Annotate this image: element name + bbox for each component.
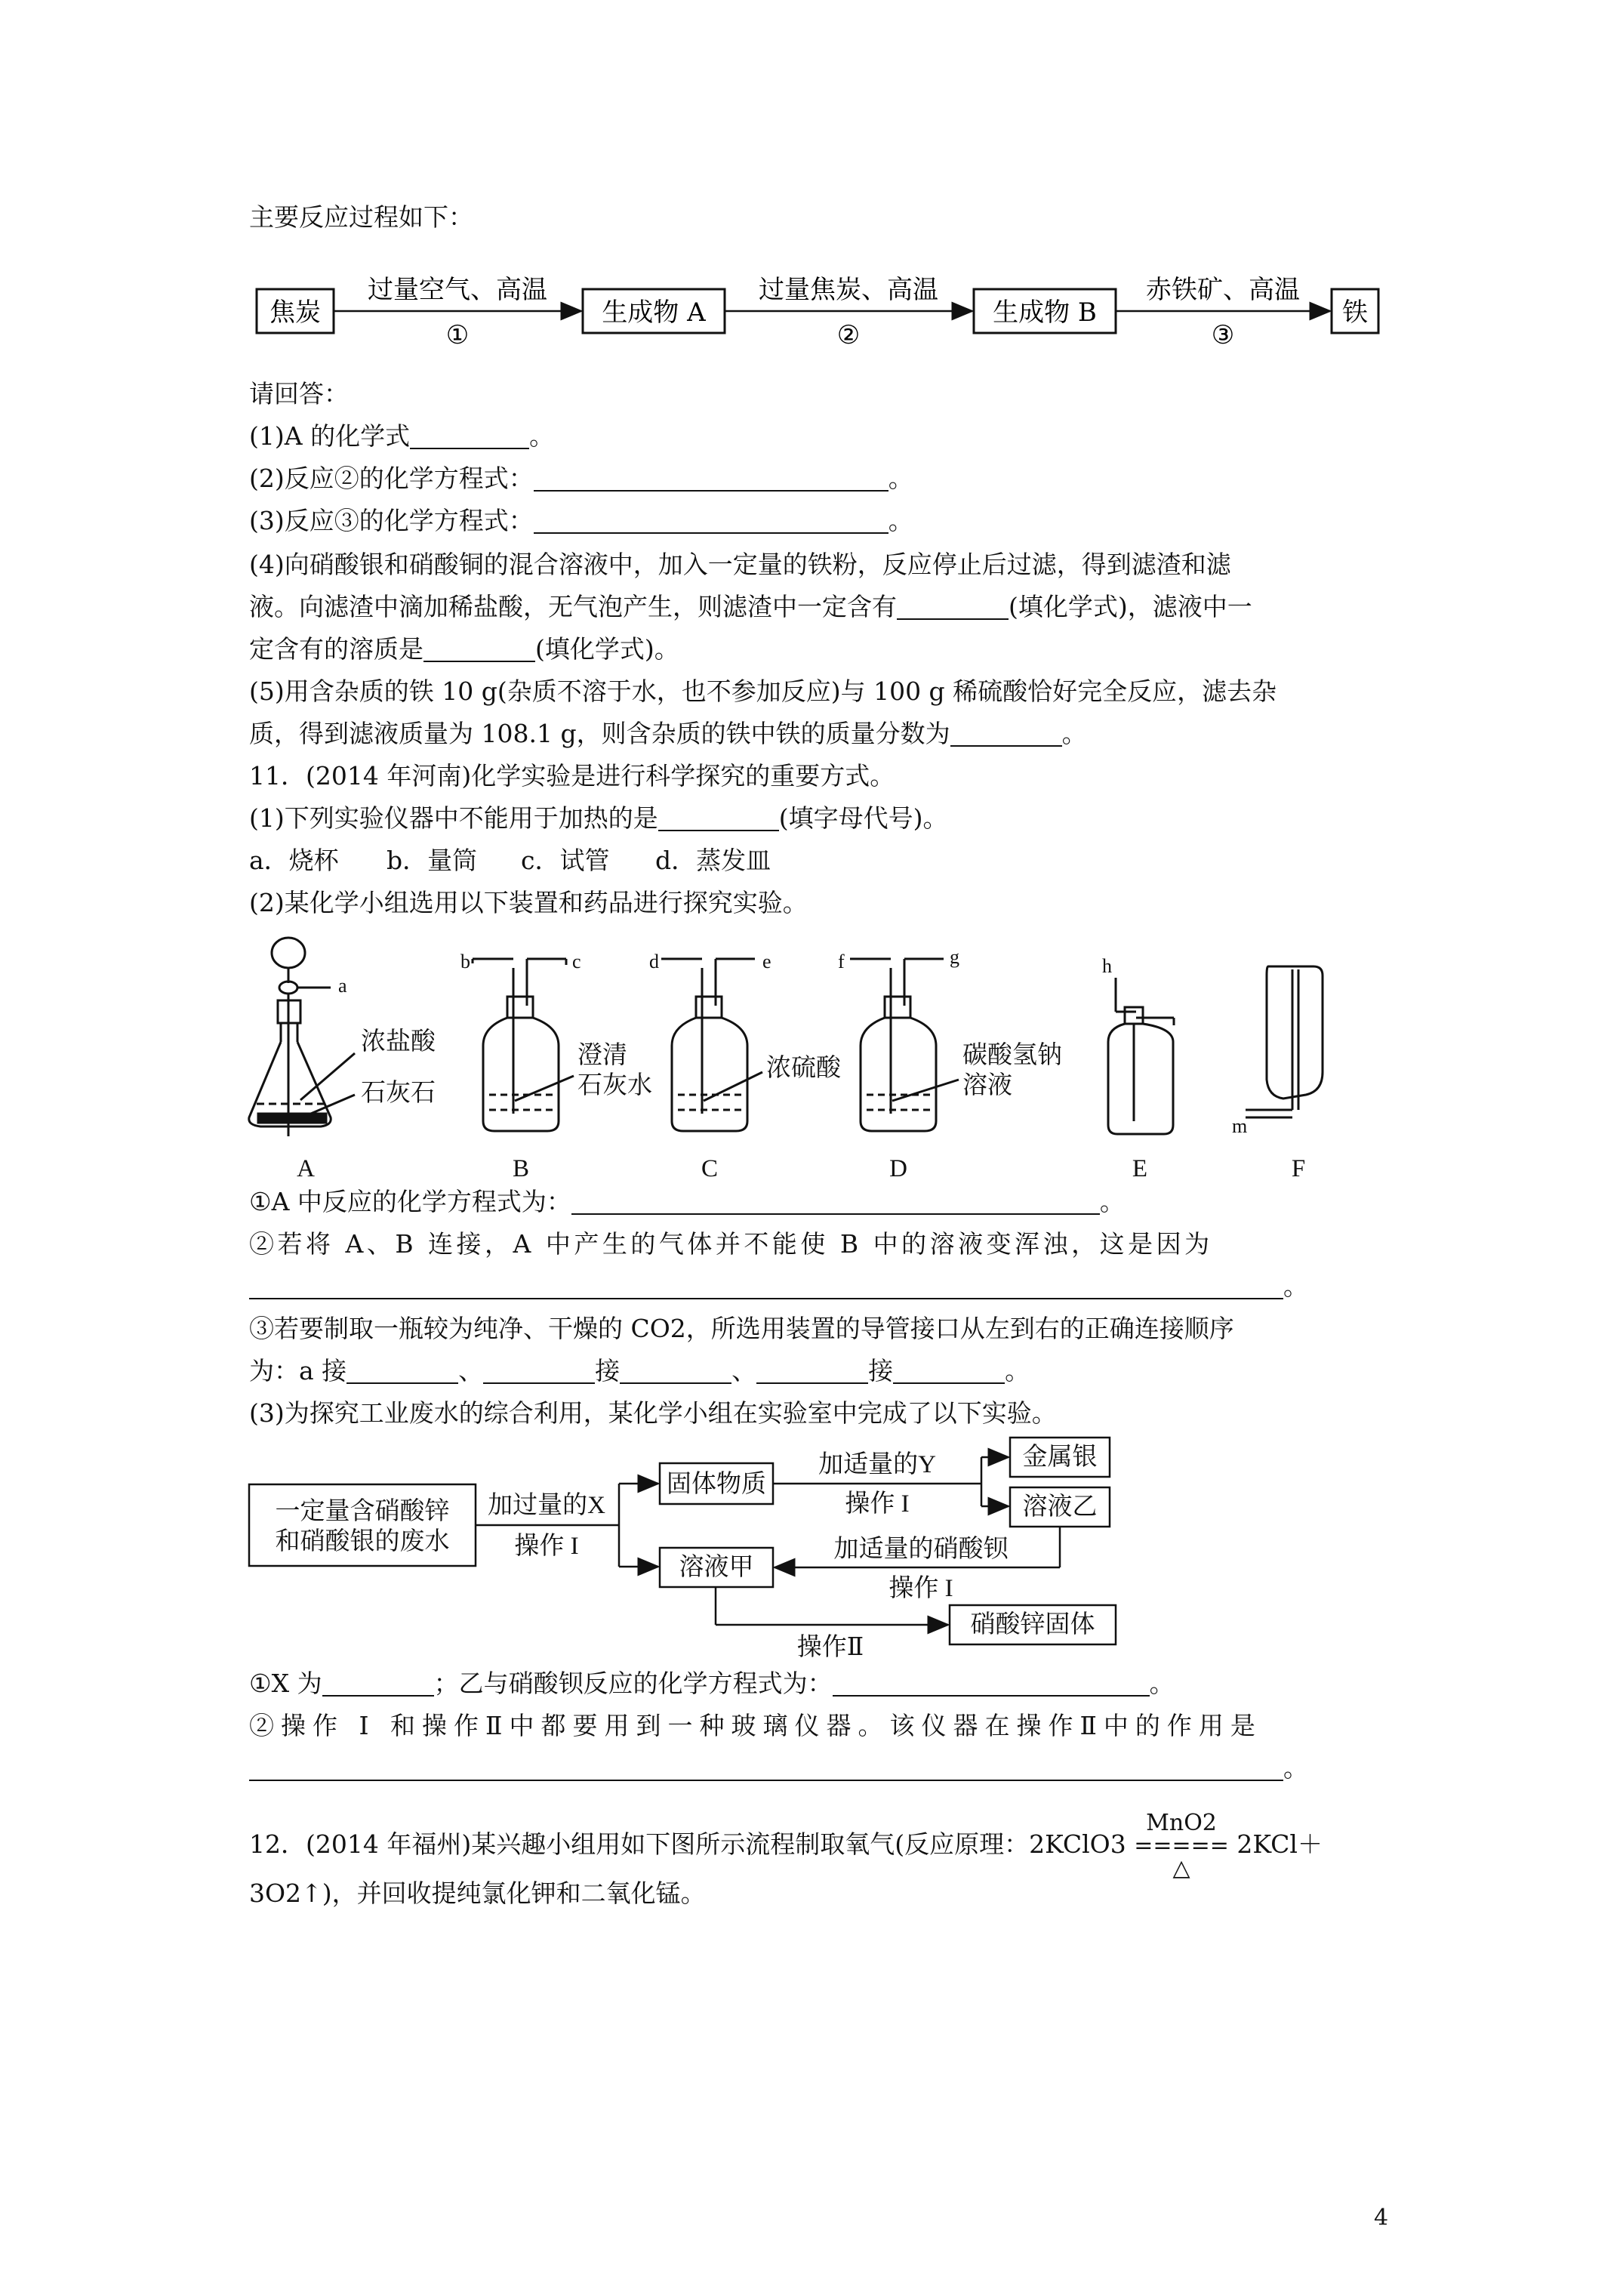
flow2-add-ba: 加适量的硝酸钡 [833, 1536, 1009, 1563]
problem-11-r1: ①X 为 ；乙与硝酸钡反应的化学方程式为： 。 [249, 1669, 1175, 1698]
apparatus-label-e: E [1132, 1155, 1148, 1182]
problem-11-s1-text: ①A 中反应的化学方程式为： [249, 1187, 571, 1216]
port-b: b [460, 951, 470, 972]
flow-box-product-b-label: 生成物 B [993, 297, 1097, 328]
answer-blank[interactable] [658, 804, 779, 831]
option-b: b．量筒 [387, 846, 478, 875]
flow-arrow-2-num: ② [836, 320, 861, 350]
flow-arrow-1-cond: 过量空气、高温 [368, 275, 547, 305]
flow-arrow-3-cond: 赤铁矿、高温 [1146, 275, 1300, 305]
flow2-solution-b: 溶液乙 [1022, 1493, 1098, 1521]
port-f: f [838, 951, 845, 972]
port-d: d [649, 951, 659, 972]
problem-11-q2: (2)某化学小组选用以下装置和药品进行探究实验。 [249, 888, 808, 917]
problem-11-q1-suffix: (填字母代号)。 [778, 803, 948, 833]
port-m: m [1232, 1115, 1248, 1137]
flow-arrow-2-cond: 过量焦炭、高温 [759, 275, 938, 305]
flow2-start-2: 和硝酸银的废水 [275, 1528, 450, 1555]
label-limestone: 石灰石 [361, 1080, 436, 1107]
reaction-condition [1134, 1812, 1229, 1880]
problem-11-s2-answer: 。 [249, 1270, 1308, 1303]
flow2-solid: 固体物质 [667, 1471, 766, 1498]
flow2-start-1: 一定量含硝酸锌 [275, 1498, 450, 1525]
label-limewater-2: 石灰水 [577, 1072, 652, 1099]
flow2-op1-c: 操作 I [888, 1575, 953, 1602]
connect-text-4: 、 [731, 1356, 757, 1385]
option-c: c．试管 [521, 846, 610, 875]
iron-smelting-flow [249, 260, 1381, 359]
problem-11-r1-text-b: ；乙与硝酸钡反应的化学方程式为： [433, 1669, 833, 1698]
heat-symbol: △ [1172, 1855, 1190, 1881]
port-e: e [762, 951, 771, 972]
answer-blank[interactable] [483, 1357, 595, 1384]
problem-11-q3: (3)为探究工业废水的综合利用，某化学小组在实验室中完成了以下实验。 [249, 1398, 1057, 1428]
label-limewater-1: 澄清 [577, 1042, 627, 1069]
option-a: a．烧杯 [249, 846, 339, 875]
answer-blank[interactable] [534, 507, 888, 534]
question-2: (2)反应②的化学方程式： 。 [249, 464, 913, 493]
question-4-text-c: 定含有的溶质是 [249, 634, 423, 664]
question-3-text: (3)反应③的化学方程式： [249, 506, 534, 535]
waste-water-flow [242, 1435, 1147, 1661]
port-h: h [1102, 955, 1112, 977]
problem-11-q1 [249, 802, 948, 835]
problem-11-r2: ②操作 I 和操作Ⅱ中都要用到一种玻璃仪器。该仪器在操作Ⅱ中的作用是 [249, 1711, 1262, 1740]
answer-blank[interactable] [571, 1188, 1100, 1215]
flow-arrow-1-num: ① [445, 320, 470, 350]
answer-blank[interactable] [249, 1272, 1283, 1299]
problem-12-text-b: 2KCl＋ [1236, 1829, 1323, 1859]
answer-blank[interactable] [322, 1669, 434, 1697]
problem-11-s2: ②若将 A、B 连接，A 中产生的气体并不能使 B 中的溶液变浑浊，这是因为 [249, 1229, 1213, 1259]
catalyst-label: MnO2 [1146, 1810, 1217, 1836]
problem-11-title: 11．(2014 年河南)化学实验是进行科学探究的重要方式。 [249, 761, 895, 791]
question-5-text: 质，得到滤液质量为 108.1 g，则含杂质的铁中铁的质量分数为 [249, 719, 950, 748]
please-answer: 请回答： [249, 379, 349, 408]
flow2-silver: 金属银 [1022, 1444, 1098, 1471]
flow2-add-y: 加适量的Y [818, 1451, 936, 1478]
flow2-op1-b: 操作 I [845, 1490, 910, 1518]
page-number: 4 [1374, 2205, 1389, 2231]
question-4-line-2 [249, 590, 1252, 624]
apparatus-figure [242, 936, 1344, 1185]
flow2-op1-a: 操作 I [514, 1533, 579, 1560]
port-a: a [338, 975, 347, 997]
answer-blank[interactable] [950, 720, 1062, 747]
apparatus-label-d: D [889, 1155, 907, 1182]
answer-blank[interactable] [756, 1357, 868, 1384]
connect-text-1: 为：a 接 [249, 1356, 347, 1385]
label-conc-hcl: 浓盐酸 [361, 1028, 436, 1056]
apparatus-label-c: C [701, 1155, 719, 1182]
problem-11-s3-line-2 [249, 1354, 1030, 1388]
question-2-text: (2)反应②的化学方程式： [249, 464, 534, 493]
question-4-text-d: (填化学式)。 [535, 634, 679, 664]
question-3: (3)反应③的化学方程式： 。 [249, 506, 913, 535]
question-4-text-b: (填化学式)，滤液中一 [1009, 592, 1252, 621]
flow-box-product-a-label: 生成物 A [602, 297, 706, 328]
question-5-line-2: 质，得到滤液质量为 108.1 g，则含杂质的铁中铁的质量分数为 。 [249, 719, 1087, 748]
question-4-text-a: 液。向滤渣中滴加稀盐酸，无气泡产生，则滤渣中一定含有 [249, 592, 897, 621]
answer-blank[interactable] [534, 464, 888, 492]
problem-11-s3-line-1: ③若要制取一瓶较为纯净、干燥的 CO2，所选用装置的导管接口从左到右的正确连接顺序 [249, 1314, 1234, 1343]
answer-blank[interactable] [897, 593, 1009, 620]
question-1: (1)A 的化学式 。 [249, 421, 555, 451]
flow2-zinc: 硝酸锌固体 [970, 1611, 1095, 1638]
flow-arrow-3-num: ③ [1211, 320, 1235, 350]
port-c: c [572, 951, 581, 972]
problem-12-text-a: 12．(2014 年福州)某兴趣小组用如下图所示流程制取氧气(反应原理：2KClO3 [249, 1829, 1126, 1859]
question-1-text: (1)A 的化学式 [249, 421, 411, 451]
answer-blank[interactable] [249, 1754, 1283, 1781]
question-4-line-3 [249, 633, 679, 666]
answer-blank[interactable] [423, 635, 535, 662]
port-g: g [950, 946, 959, 968]
apparatus-label-a: A [297, 1155, 315, 1182]
answer-blank[interactable] [346, 1357, 458, 1384]
answer-blank[interactable] [833, 1669, 1150, 1697]
connect-text-3: 接 [595, 1356, 621, 1385]
flow2-add-x: 加过量的X [488, 1492, 605, 1519]
flow-box-iron-label: 铁 [1342, 297, 1368, 328]
problem-11-r2-answer: 。 [249, 1752, 1308, 1785]
problem-11-s1: ①A 中反应的化学方程式为： 。 [249, 1187, 1125, 1216]
problem-11-options [249, 844, 771, 877]
equals-sign: ===== [1134, 1832, 1229, 1859]
problem-11-q1-text: (1)下列实验仪器中不能用于加热的是 [249, 803, 658, 833]
problem-11-r1-text-a: ①X 为 [249, 1669, 322, 1698]
question-5-line-1: (5)用含杂质的铁 10 g(杂质不溶于水，也不参加反应)与 100 g 稀硫酸恰好完全反应，滤去杂 [249, 676, 1277, 706]
flow2-solution-a: 溶液甲 [679, 1554, 754, 1581]
flow2-op2: 操作Ⅱ [796, 1634, 864, 1661]
problem-12-line-1 [249, 1812, 1323, 1880]
label-nahco3-1: 碳酸氢钠 [962, 1042, 1062, 1069]
problem-12-line-2: 3O2↑)，并回收提纯氯化钾和二氧化锰。 [249, 1878, 706, 1908]
answer-blank[interactable] [620, 1357, 731, 1384]
answer-blank[interactable] [893, 1357, 1005, 1384]
apparatus-label-f: F [1291, 1155, 1306, 1182]
question-4-line-1: (4)向硝酸银和硝酸铜的混合溶液中，加入一定量的铁粉，反应停止后过滤，得到滤渣和滤 [249, 550, 1231, 579]
flow-box-coke-label: 焦炭 [269, 297, 321, 328]
connect-text-5: 接 [868, 1356, 894, 1385]
label-conc-h2so4: 浓硫酸 [766, 1055, 841, 1082]
option-d: d．蒸发皿 [655, 846, 771, 875]
label-nahco3-2: 溶液 [962, 1072, 1012, 1099]
connect-text-2: 、 [458, 1356, 484, 1385]
answer-blank[interactable] [410, 422, 529, 449]
intro-text: 主要反应过程如下： [249, 202, 473, 232]
connect-text-6: 。 [1005, 1356, 1030, 1385]
apparatus-label-b: B [512, 1155, 530, 1182]
